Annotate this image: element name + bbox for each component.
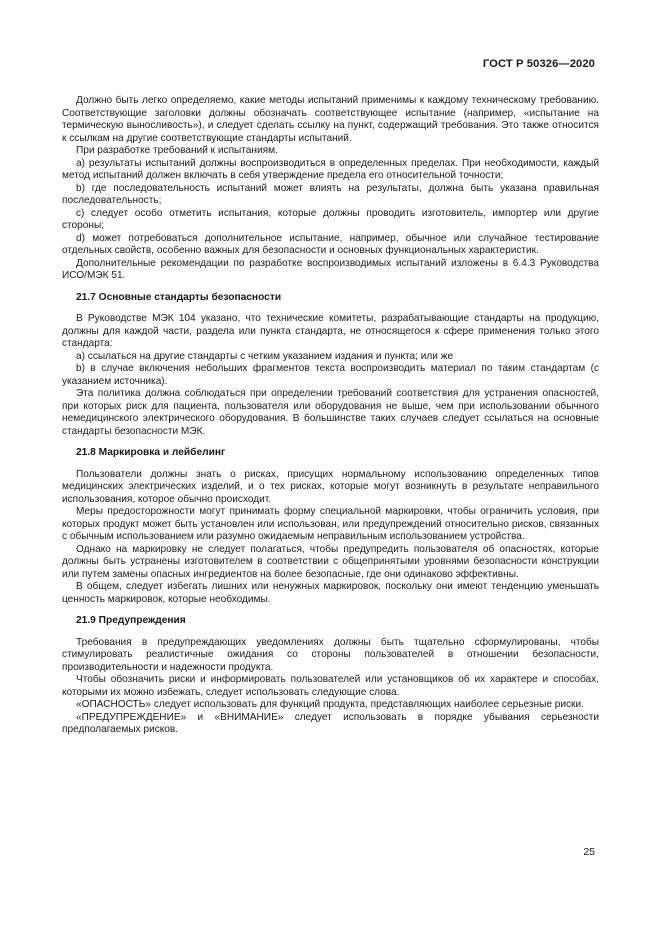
- paragraph: а) результаты испытаний должны воспроизводиться в определенных пределах. При необходимости, каждый метод испытаний должен включать в себя утверждение предела его относительной точности;: [62, 157, 599, 181]
- paragraph: Дополнительные рекомендации по разработке воспроизводимых испытаний изложены в 6.4.3 Руководства ИСО/МЭК 51.: [62, 257, 599, 281]
- paragraph: Эта политика должна соблюдаться при определении требований соответствия для устранения опасностей, при которых риск для пациента, пользователя или оборудования не выше, чем при использовании обычного немедицинского электрического оборудования. В большинстве таких случаев следует ссылаться на основные стандарты безопасности МЭК.: [62, 388, 599, 437]
- paragraph: Пользователи должны знать о рисках, присущих нормальному использованию определенных типов медицинских электрических изделий, и о тех рисках, которые могут возникнуть в результате неправильного использования, которое обычно происходит.: [62, 468, 599, 505]
- section-heading: 21.7 Основные стандарты безопасности: [76, 291, 282, 303]
- paragraph: d) может потребоваться дополнительное испытание, например, обычное или случайное тестирование отдельных свойств, особенно важных для безопасности и основных функциональных характеристик.: [62, 232, 599, 256]
- paragraph: b) в случае включения небольших фрагментов текста воспроизводить материал по таким стандартам (с указанием источника).: [62, 363, 599, 387]
- paragraph: Меры предосторожности могут принимать форму специальной маркировки, чтобы ограничить условия, при которых продукт может быть установлен или использован, или предупреждений относительно рисков, связанных с обычным использованием или разумно ожидаемым неправильным использованием устройства.: [62, 506, 599, 542]
- paragraph: Должно быть легко определяемо, какие методы испытаний применимы к каждому техническому требованию. Соответствующие заголовки должны обозначать соответствующее испытание (например, «испытание на термическую выносливость»), и следует сделать ссылку на пункт, содержащий требования. Это также относится к ссылкам на другие соответствующие стандарты испытаний.: [62, 95, 599, 144]
- paragraph: а) ссылаться на другие стандарты с четким указанием издания и пункта; или же: [76, 350, 454, 362]
- document-body: [62, 95, 599, 737]
- paragraph: «ПРЕДУПРЕЖДЕНИЕ» и «ВНИМАНИЕ» следует использовать в порядке убывания серьезности предполагаемых рисков.: [62, 711, 599, 735]
- paragraph: Требования в предупреждающих уведомлениях должны быть тщательно сформулированы, чтобы стимулировать реалистичные ожидания со стороны пользователей в отношении безопасности, производительности и надежности продукта.: [62, 636, 599, 673]
- paragraph: b) где последовательность испытаний может влиять на результаты, должна быть указана правильная последовательность;: [62, 182, 599, 206]
- paragraph: В Руководстве МЭК 104 указано, что технические комитеты, разрабатывающие стандарты на продукцию, должны для каждой части, раздела или пункта стандарта, не относящегося к сфере применения только этого стандарта:: [62, 313, 599, 349]
- paragraph: В общем, следует избегать лишних или ненужных маркировок, поскольку они имеют тенденцию уменьшать ценность маркировок, которые необходимы.: [62, 581, 599, 605]
- paragraph: c) следует особо отметить испытания, которые должны проводить изготовитель, импортер или другие стороны;: [62, 207, 599, 231]
- page-number: 25: [583, 846, 595, 858]
- section-heading: 21.8 Маркировка и лейбелинг: [76, 447, 226, 458]
- paragraph: Чтобы обозначить риски и информировать пользователей или установщиков об их характере и способах, которыми их можно избежать, следует использовать следующие слова.: [62, 674, 599, 698]
- section-heading: 21.9 Предупреждения: [76, 615, 186, 626]
- paragraph: «ОПАСНОСТЬ» следует использовать для функций продукта, представляющих наиболее серьезные риски.: [76, 699, 584, 710]
- document-code: ГОСТ Р 50326—2020: [482, 58, 595, 70]
- paragraph: Однако на маркировку не следует полагаться, чтобы предупредить пользователя об опасностях, которые должны быть устранены изготовителем в соответствии с общепринятыми уровнями безопасности конструкции или путем замены опасных ингредиентов на более безопасные, где они одинаково эффективны.: [62, 543, 599, 580]
- paragraph: При разработке требований к испытаниям.: [76, 145, 278, 156]
